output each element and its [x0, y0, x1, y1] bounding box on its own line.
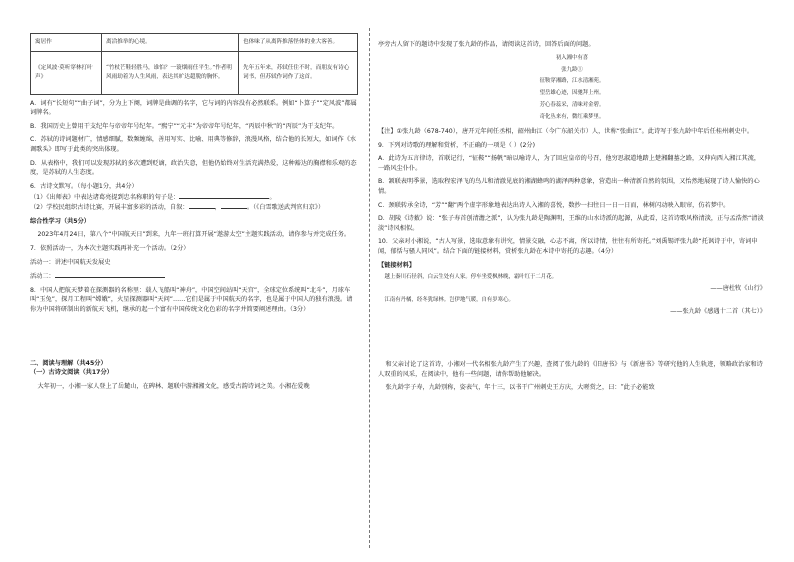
question-9: 9．下列对诗歌的理解和赏析，不正确的一项是（ ）(2分) [378, 141, 535, 149]
reading-paragraph: 和父亲讨论了这首诗，小湘对一代名相张九龄产生了兴趣，查阅了张九龄的《旧唐书》与《新唐书》等研究他的人生轨迹，领略政治家和诗人双重的风采，在阅读中，他有一些问题，请你帮助他解决。 [378, 361, 763, 378]
column-divider [369, 28, 370, 548]
poem-line: 奇化丛来有，微红乘梦里。 [539, 114, 605, 121]
reading-paragraph: 大年初一，小湘一家人登上了岳麓山，在碑林、题联中游湘湘文化，感受古韵诗词之美。小湘在爱晚 [37, 382, 310, 390]
poem-line: 芳心春蕊采，清味对金碧。 [539, 102, 605, 109]
option-d: D．从表格中，我们可以发现苏轼的多次遭到贬谪，政治失意，但他仍始终对生活充满热爱，这种豁达的胸襟和乐观的态度，是苏轼的人生态度。 [30, 159, 357, 177]
study-intro: 2023年4月24日，第八个“中国航天日”到来，九年一班打算开展“遨游太空”主题实践活动，请你参与并完成任务。 [37, 231, 351, 239]
question-6-2 [30, 202, 358, 213]
section-2-title: 二、阅读与理解（共45分） [30, 359, 107, 367]
poem [378, 53, 766, 124]
option-b: B．我国历史上曾用干支纪年与帝帝年号纪年。“熙宁”“元丰”为帝帝年号纪年，“丙辰中秋”的“丙辰”为干支纪年。 [30, 122, 339, 130]
left-column [30, 0, 358, 391]
table-cell: “竹杖芒鞋轻胜马，谁怕？一蓑烟雨任平生。”作者明风雨劫着为人生风雨，表达其旷达超脱的胸怀。 [102, 51, 239, 94]
activity-1: 活动一：讲述中国航天发展史 [30, 258, 111, 266]
activity-2-label: 活动二： [30, 273, 55, 281]
table-cell: 离洽推举的心境。 [102, 34, 239, 52]
section-study: 综合性学习（共5分） [30, 217, 90, 225]
question-8: 8．中国人把航天梦着在探测器的名称里：载人飞船叫“神舟”，中国空间站叫“天宫”，全球定位系统叫“北斗”，月球车叫“玉兔”，探月工程叫“嫦娥”，火星探测器叫“天问”……它们是属于中国航天的名字，也是属于中国人的独有浪漫。请你为中国将研制出的新航天飞机，继承的起一个富有中国传统文化色彩的名字并简要阐述理由。（3分） [30, 286, 353, 314]
classical-text: 张九龄字子寿，九龄别称，姿表气，年十三，以书干广州刺史王方庆，大嗟赏之，曰：“此子必能致 [385, 384, 655, 392]
option-b: B．颔联表明季景，选取程宏泽飞的鸟儿和清澈见底的湘湖蜂鸣的湖泽两种意象，营造出一种清新自然的氛围，又怡然地展现了诗人愉快的心情。 [378, 178, 760, 195]
table-cell: 寓居作 [31, 34, 102, 52]
table-cell: 也体味了从离阵推落怪体的业大客善。 [239, 34, 358, 52]
link-text-2: 江南有丹橘，经冬犹绿林。岂伊地气暖，自有岁寒心。 [384, 297, 514, 304]
question-6: 6．古诗文默写。（每小题1分，共4分） [30, 182, 138, 190]
link-source-2: ——张九龄《感遇十二首（其七）》 [670, 307, 766, 315]
option-d: D．胡陵《诗薮》说：“张子寿首创清澹之派”，认为张九龄是陶渊明，王维的山水诗派的起源，从此看，这首诗歌风格清淡，正与孟浩然“清淡淡”诗风相似。 [378, 215, 764, 232]
question-7: 7．依照活动一，为本次主题实践再补充一个活动。（2分） [30, 244, 190, 252]
table-cell: 《定风波·莫听穿林打叶声》 [31, 51, 102, 94]
poem-intro: 亭旁古人留下的题诗中发现了张九龄的作品，请阅读这首诗，回答后面的问题。 [378, 41, 595, 48]
question-6-2-text: （2）学校民组织古诗比赛，开展丰富多彩的活动，自叙： [30, 204, 189, 212]
table-cell: 先年五年来，苏轼任住不时，而朋友有诗心词书，但苏轼作词作了这首。 [239, 51, 358, 94]
option-a: A．词有“长短句”“曲子词”，分为上下阕，词牌是曲调的名字，它与词的内容没有必然联系。例如“卜算子”“定风波”都属词牌名。 [30, 99, 357, 117]
link-source-1: ——唐杜牧《山行》 [710, 284, 766, 292]
poem-author: 张九龄① [561, 66, 583, 73]
question-10: 10．父亲对小湘说，“古人写景，选取意象有讲究，情景交融，心志不离，所以诗情，往往有所寄托。”刘禹锡评张九龄“托讽诗于中，寄词申闻，郁恬与骚人同风”。结合下面的链接材料，赏析张九龄在本诗中寄托的志趣。（4分） [378, 238, 758, 256]
right-column [378, 0, 766, 393]
option-a: A．此诗为五言律诗，首联记行，“征鞍”“扬帆”暗以喻诗人，为了回应皇帝的号召，他穷思淑道地踏上楚湘翻墓之路，又伸向西入湘江其流，一路风尘仆仆。 [378, 155, 761, 172]
question-6-1-end: 。 [269, 193, 276, 201]
question-6-1-text: （1）《出师表》中表达诸葛亮提到忠名称职的句子是： [30, 193, 180, 201]
question-6-1 [30, 192, 358, 203]
option-c: C．颈联转承全诗，“芳”“翻”两个虚字形象地表达出诗人入湘的喜悦，数抄一扫往日一日一日而，林树闪动映入眼帘，仿若梦中。 [378, 201, 730, 209]
table-row [31, 51, 358, 94]
answer-blank[interactable] [189, 202, 215, 209]
answer-blank[interactable] [179, 192, 269, 199]
answer-blank[interactable] [55, 271, 165, 278]
activity-2 [30, 271, 358, 282]
poem-title: 初入湘中有喜 [555, 54, 589, 61]
option-c: C．苏轼的诗词题材广，情感细腻，数频缠绵，善用写实、比喻、用典等修辞，浪漫风格，结合他的长短大，如词作《水调歌头》即写于此类的突出体现。 [30, 136, 357, 154]
link-text-1: 越上秦川石径斜，白云生处有人家。停车坐爱枫林晚，霜叶红于二月花。 [384, 274, 557, 281]
subsection-title: （一）古诗文阅读（共17分） [30, 369, 113, 377]
link-title: 【链接材料】 [378, 261, 416, 269]
table-row [31, 34, 358, 52]
poem-note: 【注】①张九龄（678-740），唐开元年间任丞相，韶州曲江（今广东韶关市）人，世称“张曲江”。此诗写于张九龄中年后任桂州刺史中。 [378, 127, 754, 135]
question-6-2-sep: ， [214, 204, 221, 212]
poem-line: 征鞍穿湘路，江水清湘苑。 [539, 78, 605, 85]
works-table [30, 33, 358, 95]
poem-line: 望岳雄心迹，因驰拜上州。 [539, 90, 605, 97]
question-6-2-src: 。（《白雪歌送武判官归京》） [246, 204, 325, 212]
answer-blank[interactable] [221, 202, 247, 209]
